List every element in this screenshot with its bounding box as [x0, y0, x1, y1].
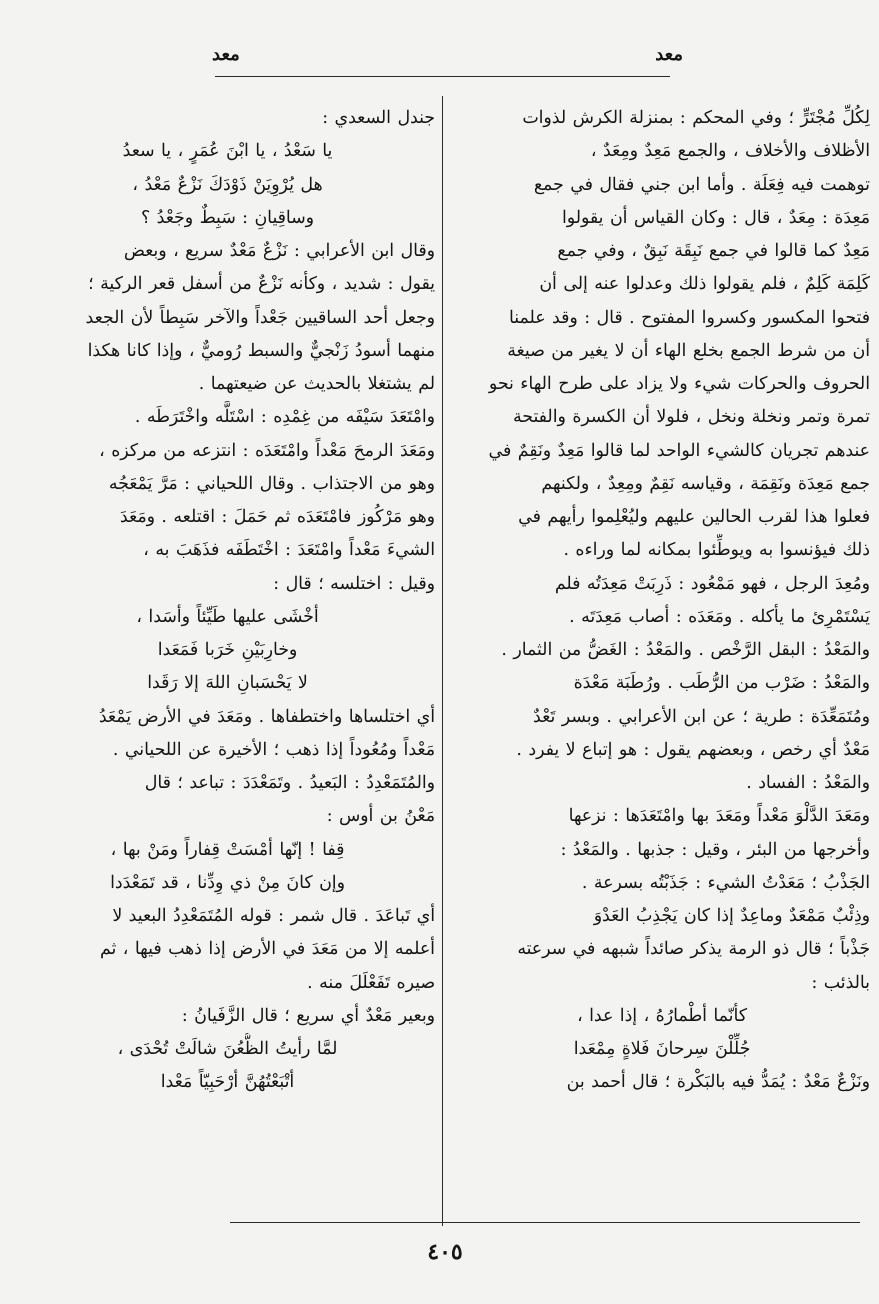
text-line: الجَذْبُ ؛ مَعَدْتُ الشيء : جَذَبْتُه بسرعة . — [581, 872, 870, 893]
text-line: ذلك فيؤنسوا به ويوطِّئوا بمكانه لما وراءه . — [563, 540, 870, 561]
text-line: وبعير مَعْدٌ أي سريع ؛ قال الزَّفَيانُ : — [181, 1005, 435, 1026]
text-line: توهمت فيه فِعَلَة . وأما ابن جني فقال في جمع — [533, 174, 870, 195]
text-line: والمَعْدُ : الفساد . — [746, 773, 870, 793]
text-line: مَعْداً ومُعُوداً إذا ذهب ؛ الأخيرة عن اللحياني . — [112, 739, 435, 760]
text-line: مَعْدٌ أي رخص ، وبعضهم يقول : هو إتباع لا يفرد . — [516, 739, 870, 760]
text-line: جمع مَعِدَة ونَقِمَة ، وقياسه نَقِمٌ ومِعِدٌ ، ولكنهم — [541, 473, 870, 494]
verse-line: هل يُرْوِيَنْ ذَوْدَكَ نَزْعٌ مَعْدُ ، — [132, 174, 323, 195]
verse-line: لمَّا رأيتُ الظُّعُنَ شالَتْ تُحْدَى ، — [117, 1039, 338, 1059]
verse-line: يا سَعْدُ ، يا ابْنَ عُمَرٍ ، يا سعدُ — [122, 141, 333, 162]
header-left-word: معد — [212, 44, 240, 65]
column-divider — [442, 96, 443, 1226]
text-line: لم يشتغلا بالحديث عن ضيعتهما . — [198, 374, 435, 394]
text-line: فتحوا المكسور وكسروا المفتوح . قال : وقد علمنا — [509, 307, 870, 328]
text-line: ومَعَدَ الدَّلْوَ مَعْداً ومَعَدَ بها وامْتَعَدَها : نزعها — [568, 806, 870, 827]
text-line: ونَزْعٌ مَعْدٌ : يُمَدُّ فيه بالبَكْرة ؛ قال أحمد بن — [566, 1072, 870, 1093]
verse-line: قِفا ! إنّها أمْسَتْ قِفاراً ومَنْ بها ، — [110, 839, 345, 860]
verse-line: أتْبَعْتُهُنَّ أرْحَبِيّاً مَعْدا — [160, 1072, 295, 1093]
text-line: ومُتَمَعِّدَة : طرية ؛ عن ابن الأعرابي . وبسر تَعْدٌ — [533, 706, 870, 727]
verse-line: كأنّما أطْمارُهُ ، إذا عدا ، — [577, 1005, 747, 1026]
text-line: جَذْباً ؛ قال ذو الرمة يذكر صائداً شبهه في سرعته — [517, 939, 870, 960]
text-line: وجعل أحد الساقيين جَعْداً والآخر سَبِطاً لأن الجعد — [85, 307, 435, 328]
footer-rule — [230, 1222, 860, 1223]
verse-line: جُلِّلْنَ سِرحانَ فَلاةٍ مِمْعَدا — [573, 1039, 751, 1059]
left-column — [20, 102, 435, 1100]
text-line: تمرة وتمر ونخلة ونخل ، فلولا أن الكسرة والفتحة — [513, 407, 870, 428]
verse-line: أخْشَى عليها طَيِّئاً وأسَدا ، — [136, 606, 319, 627]
text-line: وهو من الاجتذاب . وقال اللحياني : مَرَّ يَمْعَجُه — [108, 473, 435, 494]
text-line: ومَعَدَ الرمحَ مَعْداً وامْتَعَدَه : انتزعه من مركزه ، — [99, 440, 435, 461]
text-line: منهما أسودُ زَنْجيٌّ والسبط رُوميٌّ ، وإذا كانا هكذا — [87, 340, 435, 361]
text-line: فعلوا هذا لقرب الحالين عليهم وليُعْلِموا رأيهم في — [518, 507, 870, 527]
text-line: مَعِدَة : مِعَدٌ ، قال : وكان القياس أن يقولوا — [561, 207, 870, 228]
text-line: وامْتَعَدَ سَيْفَه من غِمْدِه : اسْتَلَّه واخْتَرَطَه . — [134, 407, 435, 428]
text-line: أي اختلساها واختطفاها . ومَعَدَ في الأرض يَمْعَدُ — [98, 706, 435, 727]
text-line: ومُعِدَ الرجل ، فهو مَمْعُود : ذَرِبَتْ مَعِدَتُه فلم — [554, 573, 870, 594]
page-header — [0, 44, 879, 74]
right-column — [454, 102, 870, 1100]
text-line: بالذئب : — [811, 972, 870, 993]
text-line: الحروف والحركات شيء ولا يزاد على طرح الهاء نحو — [488, 374, 870, 394]
text-line: وهو مَرْكُوز فامْتَعَدَه ثم حَمَلَ : اقتلعه . ومَعَدَ — [119, 507, 435, 527]
verse-line: لا يَحْسَبانِ اللهَ إلا رَقَدا — [147, 673, 308, 694]
text-line: جندل السعدي : — [322, 108, 435, 128]
header-rule — [215, 76, 670, 77]
text-line: يَسْتَمْرِئ ما يأكله . ومَعَدَه : أصاب مَعِدَتَه . — [569, 606, 870, 627]
text-line: لِكُلِّ مُجْتَرٍّ ؛ وفي المحكم : بمنزلة الكرش لذوات — [522, 108, 870, 128]
text-line: الأظلاف والأخلاف ، والجمع مَعِدٌ ومِعَدٌ ، — [590, 141, 870, 162]
text-line: وقيل : اختلسه ؛ قال : — [273, 573, 435, 594]
text-line: أي تَباعَدَ . قال شمر : قوله المُتَمَعْدِدُ البعيد لا — [112, 906, 435, 926]
verse-line: وإن كانَ مِنْ ذي وِدِّنا ، قد تَمَعْدَدا — [110, 872, 345, 893]
text-line: مَعْنُ بن أوس : — [326, 806, 435, 827]
page-number: ٤٠٥ — [427, 1239, 463, 1265]
text-line: عندهم تجريان كالشيء الواحد لما قالوا مَعِدٌ ونَقِمٌ في — [488, 440, 870, 461]
text-line: أعلمه إلا من مَعَدَ في الأرض إذا ذهب فيها ، ثم — [100, 939, 435, 960]
text-line: صيره تَفَعْلَلَ منه . — [307, 972, 435, 993]
header-right-word: معد — [655, 44, 683, 65]
text-line: والمُتَمَعْدِدُ : البَعيدُ . وتَمَعْدَدَ : تباعد ؛ قال — [144, 773, 435, 793]
text-line: الشيءَ مَعْداً وامْتَعَدَ : اخْتَطَفَه فذَهَبَ به ، — [143, 540, 435, 561]
text-line: كَلِمَة كَلِمٌ ، فلم يقولوا ذلك وعدلوا عنه إلى أن — [539, 274, 870, 295]
verse-line: وخارِبَيْنِ خَرَبا فَمَعَدا — [157, 640, 298, 660]
text-line: والمَعْدُ : البقل الرَّخْص . والمَعْدُ : الغَضُّ من الثمار . — [501, 640, 870, 660]
text-line: أن من شرط الجمع بخلع الهاء أن لا يغير من صيغة — [507, 340, 870, 361]
text-line: وأخرجها من البئر ، وقيل : جذبها . والمَعْدُ : — [560, 839, 870, 860]
text-line: مَعِدٌ كما قالوا في جمع نَبِقَة نَبِقٌ ، وفي جمع — [557, 241, 870, 261]
text-line: يقول : شديد ، وكأنه نَزْعٌ من أسفل قعر الركية ؛ — [88, 274, 435, 295]
text-line: وذِئْبٌ مَمْعَدٌ وماعِدٌ إذا كان يَجْذِبُ العَدْوَ — [593, 906, 870, 926]
text-line: وقال ابن الأعرابي : نَزْعٌ مَعْدٌ سريع ، وبعض — [123, 241, 435, 261]
verse-line: وساقِيانِ : سَبِطٌ وجَعْدُ ؟ — [140, 207, 315, 228]
text-line: والمَعْدُ : ضَرْب من الرُّطَب . ورُطَبَة مَعْدَة — [573, 673, 870, 694]
